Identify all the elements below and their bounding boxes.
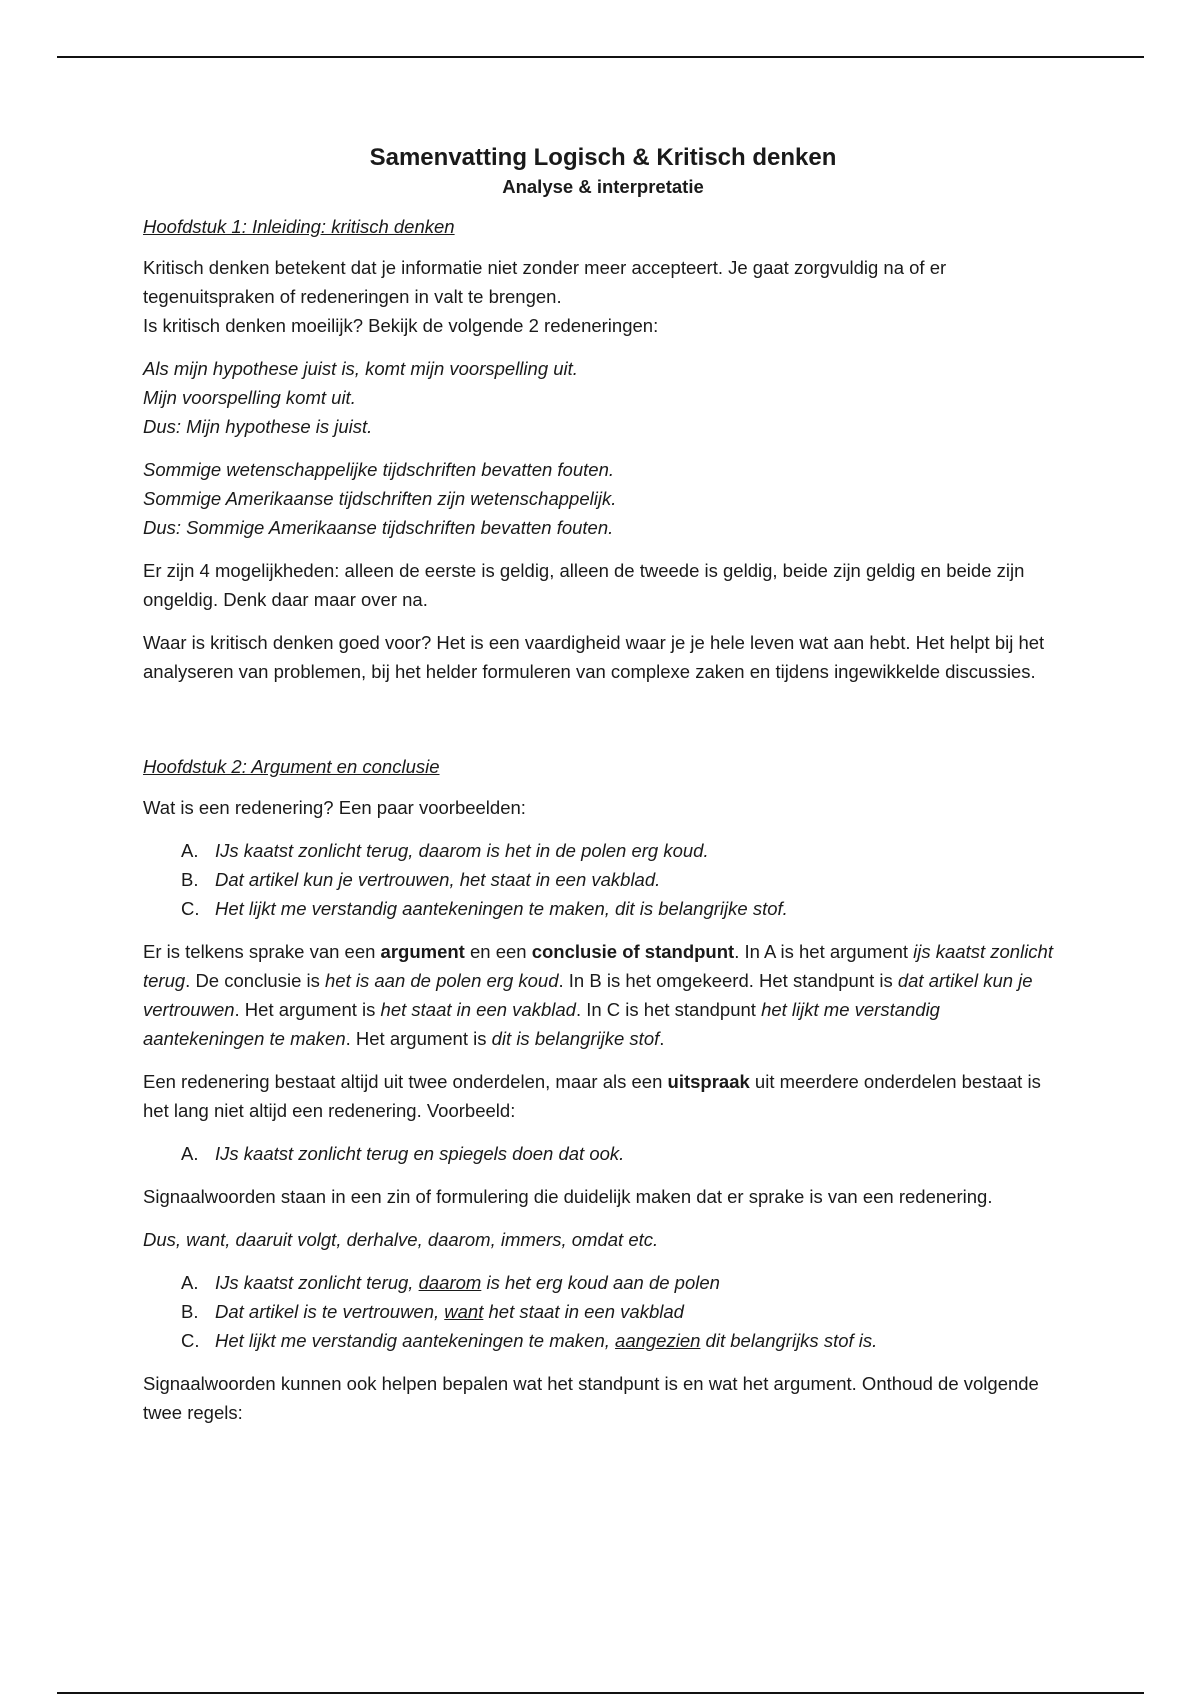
text-run: . In C is het standpunt: [575, 999, 762, 1020]
closing-paragraph: Signaalwoorden kunnen ook helpen bepalen wat het standpunt is en wat het argument. Onthoud de volgende twee regels:: [143, 1373, 1039, 1423]
list-item: [143, 1139, 1063, 1168]
document-page: [143, 142, 1063, 1441]
quoted-phrase: ijs kaatst zonlicht terug: [143, 941, 1053, 991]
text-run: Er is telkens sprake van een: [143, 941, 381, 962]
text-run: IJs kaatst zonlicht terug,: [215, 1272, 419, 1293]
reasoning-line: Sommige wetenschappelijke tijdschriften bevatten fouten.: [143, 459, 614, 480]
text-run: . De conclusie is: [185, 970, 326, 991]
text-run: en een: [464, 941, 532, 962]
list-item-text: IJs kaatst zonlicht terug, daarom is het in de polen erg koud.: [215, 840, 709, 861]
list-item: [143, 1268, 1063, 1297]
list-marker: A.: [181, 1272, 199, 1293]
list-item-text: Het lijkt me verstandig aantekeningen te maken, dit is belangrijke stof.: [215, 898, 788, 919]
signal-examples-list: [143, 1268, 1063, 1355]
text-run: Het lijkt me verstandig aantekeningen te maken,: [215, 1330, 616, 1351]
header-rule: [57, 56, 1144, 58]
chapter-2-heading: Hoofdstuk 2: Argument en conclusie: [143, 756, 440, 777]
purpose-paragraph: Waar is kritisch denken goed voor? Het is een vaardigheid waar je je hele leven wat aan hebt. Het helpt bij het analyseren van problemen, bij het helder formuleren van complexe zaken en tijdens ingewikkelde discussies.: [143, 632, 1045, 682]
quoted-phrase: het lijkt me verstandig aantekeningen te maken: [143, 999, 940, 1049]
statement-example-list: [143, 1139, 1063, 1168]
list-marker: B.: [181, 1301, 199, 1322]
list-item: [143, 1326, 1063, 1355]
list-marker: A.: [181, 840, 199, 861]
text-run: . In B is het omgekeerd. Het standpunt is: [558, 970, 898, 991]
text-run: uit meerdere onderdelen bestaat is het lang niet altijd een redenering. Voorbeeld:: [143, 1071, 1041, 1121]
list-item-text: IJs kaatst zonlicht terug en spiegels doen dat ook.: [215, 1143, 625, 1164]
quoted-phrase: dit is belangrijke stof: [491, 1028, 660, 1049]
list-item: [143, 836, 1063, 865]
list-marker: A.: [181, 1143, 199, 1164]
term-statement: uitspraak: [667, 1071, 750, 1092]
section-spacer: [143, 700, 1063, 752]
chapter-1-intro: [143, 253, 1063, 340]
list-marker: C.: [181, 898, 200, 919]
text-run: Een redenering bestaat altijd uit twee onderdelen, maar als een: [143, 1071, 668, 1092]
intro-paragraph: Kritisch denken betekent dat je informatie niet zonder meer accepteert. Je gaat zorgvuldig na of er tegenuitspraken of redeneringen in valt te brengen.: [143, 257, 947, 307]
list-item-text: Dat artikel kun je vertrouwen, het staat in een vakblad.: [215, 869, 661, 890]
list-item: [143, 1297, 1063, 1326]
reasoning-examples-list: [143, 836, 1063, 923]
document-subtitle: Analyse & interpretatie: [502, 176, 704, 197]
possibilities-paragraph: Er zijn 4 mogelijkheden: alleen de eerste is geldig, alleen de tweede is geldig, beide zijn geldig en beide zijn ongeldig. Denk daar maar over na.: [143, 560, 1025, 610]
intro-question: Is kritisch denken moeilijk? Bekijk de volgende 2 redeneringen:: [143, 315, 659, 336]
quoted-phrase: het is aan de polen erg koud: [325, 970, 559, 991]
list-marker: B.: [181, 869, 199, 890]
text-run: het staat in een vakblad: [483, 1301, 684, 1322]
reasoning-example-2: [143, 455, 1063, 542]
signal-words-intro: Signaalwoorden staan in een zin of formulering die duidelijk maken dat er sprake is van een redenering.: [143, 1186, 993, 1207]
list-item: [143, 865, 1063, 894]
reasoning-line: Sommige Amerikaanse tijdschriften zijn wetenschappelijk.: [143, 488, 617, 509]
signal-word: want: [444, 1301, 484, 1322]
text-run: . In A is het argument: [734, 941, 914, 962]
signal-word: daarom: [418, 1272, 482, 1293]
text-run: is het erg koud aan de polen: [481, 1272, 720, 1293]
list-item: [143, 894, 1063, 923]
document-title: Samenvatting Logisch & Kritisch denken: [369, 144, 837, 171]
term-argument: argument: [380, 941, 465, 962]
reasoning-line: Als mijn hypothese juist is, komt mijn voorspelling uit.: [143, 358, 578, 379]
list-marker: C.: [181, 1330, 200, 1351]
reasoning-line: Dus: Sommige Amerikaanse tijdschriften bevatten fouten.: [143, 517, 614, 538]
chapter-1-heading: Hoofdstuk 1: Inleiding: kritisch denken: [143, 216, 455, 237]
text-run: dit belangrijks stof is.: [700, 1330, 878, 1351]
chapter-2-intro: Wat is een redenering? Een paar voorbeelden:: [143, 797, 526, 818]
two-parts-paragraph: [143, 1067, 1063, 1125]
text-run: Dat artikel is te vertrouwen,: [215, 1301, 445, 1322]
signal-word: aangezien: [615, 1330, 701, 1351]
text-run: .: [659, 1028, 665, 1049]
quoted-phrase: dat artikel kun je vertrouwen: [143, 970, 1033, 1020]
quoted-phrase: het staat in een vakblad: [380, 999, 576, 1020]
reasoning-line: Dus: Mijn hypothese is juist.: [143, 416, 373, 437]
footer-rule: [57, 1692, 1144, 1694]
term-conclusion: conclusie of standpunt: [531, 941, 735, 962]
text-run: . Het argument is: [234, 999, 381, 1020]
argument-explanation: [143, 937, 1063, 1053]
signal-words-list: Dus, want, daaruit volgt, derhalve, daarom, immers, omdat etc.: [143, 1229, 659, 1250]
reasoning-line: Mijn voorspelling komt uit.: [143, 387, 356, 408]
reasoning-example-1: [143, 354, 1063, 441]
text-run: . Het argument is: [345, 1028, 492, 1049]
